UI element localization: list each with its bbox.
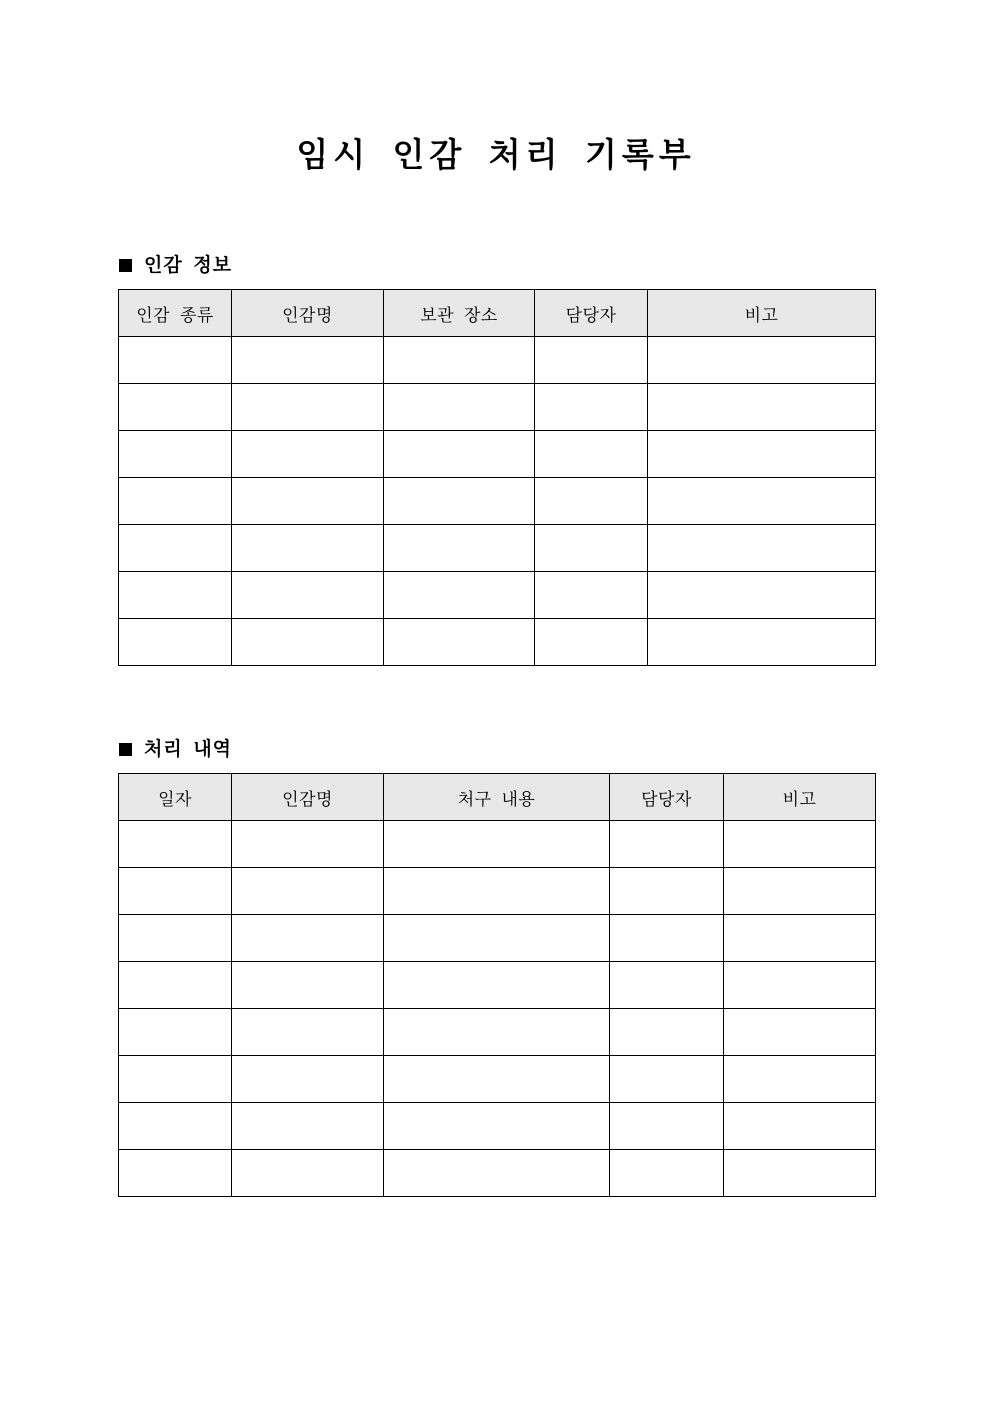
column-header: 인감 종류 bbox=[119, 290, 232, 337]
table-cell[interactable] bbox=[535, 572, 648, 619]
table-cell[interactable] bbox=[384, 915, 610, 962]
table-cell[interactable] bbox=[119, 1009, 232, 1056]
table-cell[interactable] bbox=[384, 572, 535, 619]
table-cell[interactable] bbox=[724, 1009, 876, 1056]
column-header: 처구 내용 bbox=[384, 774, 610, 821]
table-cell[interactable] bbox=[384, 962, 610, 1009]
table-cell[interactable] bbox=[232, 962, 384, 1009]
table-cell[interactable] bbox=[648, 525, 876, 572]
table-row bbox=[119, 962, 876, 1009]
table-cell[interactable] bbox=[724, 1056, 876, 1103]
table-cell[interactable] bbox=[119, 384, 232, 431]
table-row bbox=[119, 478, 876, 525]
table-row bbox=[119, 525, 876, 572]
table-row bbox=[119, 1150, 876, 1197]
table-cell[interactable] bbox=[119, 572, 232, 619]
table-cell[interactable] bbox=[384, 1056, 610, 1103]
table-cell[interactable] bbox=[535, 478, 648, 525]
column-header: 담당자 bbox=[610, 774, 724, 821]
seal-info-table-body bbox=[119, 337, 876, 666]
table-cell[interactable] bbox=[232, 1150, 384, 1197]
table-cell[interactable] bbox=[384, 384, 535, 431]
table-row bbox=[119, 384, 876, 431]
table-cell[interactable] bbox=[724, 868, 876, 915]
table-row bbox=[119, 431, 876, 478]
table-cell[interactable] bbox=[384, 868, 610, 915]
table-cell[interactable] bbox=[232, 915, 384, 962]
table-cell[interactable] bbox=[232, 337, 384, 384]
table-cell[interactable] bbox=[610, 1009, 724, 1056]
table-cell[interactable] bbox=[232, 525, 384, 572]
table-cell[interactable] bbox=[384, 525, 535, 572]
table-cell[interactable] bbox=[119, 431, 232, 478]
table-cell[interactable] bbox=[232, 868, 384, 915]
table-cell[interactable] bbox=[119, 1056, 232, 1103]
table-cell[interactable] bbox=[384, 1009, 610, 1056]
table-cell[interactable] bbox=[610, 1056, 724, 1103]
table-cell[interactable] bbox=[724, 1150, 876, 1197]
table-cell[interactable] bbox=[119, 619, 232, 666]
table-cell[interactable] bbox=[610, 962, 724, 1009]
table-cell[interactable] bbox=[610, 1150, 724, 1197]
table-row bbox=[119, 1056, 876, 1103]
square-bullet-icon bbox=[119, 743, 132, 756]
table-row bbox=[119, 821, 876, 868]
table-cell[interactable] bbox=[119, 915, 232, 962]
table-cell[interactable] bbox=[232, 1103, 384, 1150]
table-cell[interactable] bbox=[119, 337, 232, 384]
table-cell[interactable] bbox=[724, 962, 876, 1009]
table-header-row bbox=[119, 290, 876, 337]
table-cell[interactable] bbox=[648, 619, 876, 666]
table-row bbox=[119, 1103, 876, 1150]
processing-history-table bbox=[118, 773, 876, 1197]
table-cell[interactable] bbox=[119, 525, 232, 572]
table-cell[interactable] bbox=[648, 478, 876, 525]
column-header: 일자 bbox=[119, 774, 232, 821]
column-header: 비고 bbox=[724, 774, 876, 821]
table-cell[interactable] bbox=[119, 868, 232, 915]
section-heading-label: 처리 내역 bbox=[144, 738, 233, 760]
table-cell[interactable] bbox=[535, 384, 648, 431]
table-cell[interactable] bbox=[724, 1103, 876, 1150]
table-cell[interactable] bbox=[232, 478, 384, 525]
table-cell[interactable] bbox=[384, 431, 535, 478]
table-cell[interactable] bbox=[119, 962, 232, 1009]
column-header: 인감명 bbox=[232, 774, 384, 821]
table-cell[interactable] bbox=[119, 478, 232, 525]
table-cell[interactable] bbox=[119, 1103, 232, 1150]
table-row bbox=[119, 915, 876, 962]
document-title: 임시 인감 처리 기록부 bbox=[296, 135, 696, 174]
table-cell[interactable] bbox=[610, 1103, 724, 1150]
table-cell[interactable] bbox=[648, 384, 876, 431]
table-cell[interactable] bbox=[535, 619, 648, 666]
table-cell[interactable] bbox=[119, 821, 232, 868]
table-header-row bbox=[119, 774, 876, 821]
table-cell[interactable] bbox=[648, 431, 876, 478]
table-cell[interactable] bbox=[232, 572, 384, 619]
table-cell[interactable] bbox=[232, 1009, 384, 1056]
table-cell[interactable] bbox=[384, 821, 610, 868]
table-cell[interactable] bbox=[232, 619, 384, 666]
table-cell[interactable] bbox=[724, 915, 876, 962]
seal-info-table bbox=[118, 289, 876, 666]
table-cell[interactable] bbox=[610, 821, 724, 868]
table-cell[interactable] bbox=[648, 572, 876, 619]
table-cell[interactable] bbox=[610, 915, 724, 962]
section-heading-processing-history bbox=[119, 737, 232, 761]
table-cell[interactable] bbox=[384, 619, 535, 666]
table-row bbox=[119, 1009, 876, 1056]
table-cell[interactable] bbox=[384, 1150, 610, 1197]
processing-history-table-body bbox=[119, 821, 876, 1197]
table-cell[interactable] bbox=[119, 1150, 232, 1197]
column-header: 비고 bbox=[648, 290, 876, 337]
table-cell[interactable] bbox=[232, 1056, 384, 1103]
column-header: 인감명 bbox=[232, 290, 384, 337]
table-row bbox=[119, 337, 876, 384]
section-heading-seal-info bbox=[119, 253, 232, 277]
table-cell[interactable] bbox=[535, 431, 648, 478]
column-header: 담당자 bbox=[535, 290, 648, 337]
column-header: 보관 장소 bbox=[384, 290, 535, 337]
table-row bbox=[119, 868, 876, 915]
table-cell[interactable] bbox=[535, 337, 648, 384]
table-cell[interactable] bbox=[610, 868, 724, 915]
table-cell[interactable] bbox=[384, 337, 535, 384]
table-cell[interactable] bbox=[232, 384, 384, 431]
table-cell[interactable] bbox=[384, 1103, 610, 1150]
table-row bbox=[119, 619, 876, 666]
table-cell[interactable] bbox=[535, 525, 648, 572]
table-cell[interactable] bbox=[384, 478, 535, 525]
table-row bbox=[119, 572, 876, 619]
table-cell[interactable] bbox=[232, 431, 384, 478]
table-cell[interactable] bbox=[232, 821, 384, 868]
section-heading-label: 인감 정보 bbox=[144, 254, 233, 276]
table-cell[interactable] bbox=[724, 821, 876, 868]
table-cell[interactable] bbox=[648, 337, 876, 384]
square-bullet-icon bbox=[119, 259, 132, 272]
